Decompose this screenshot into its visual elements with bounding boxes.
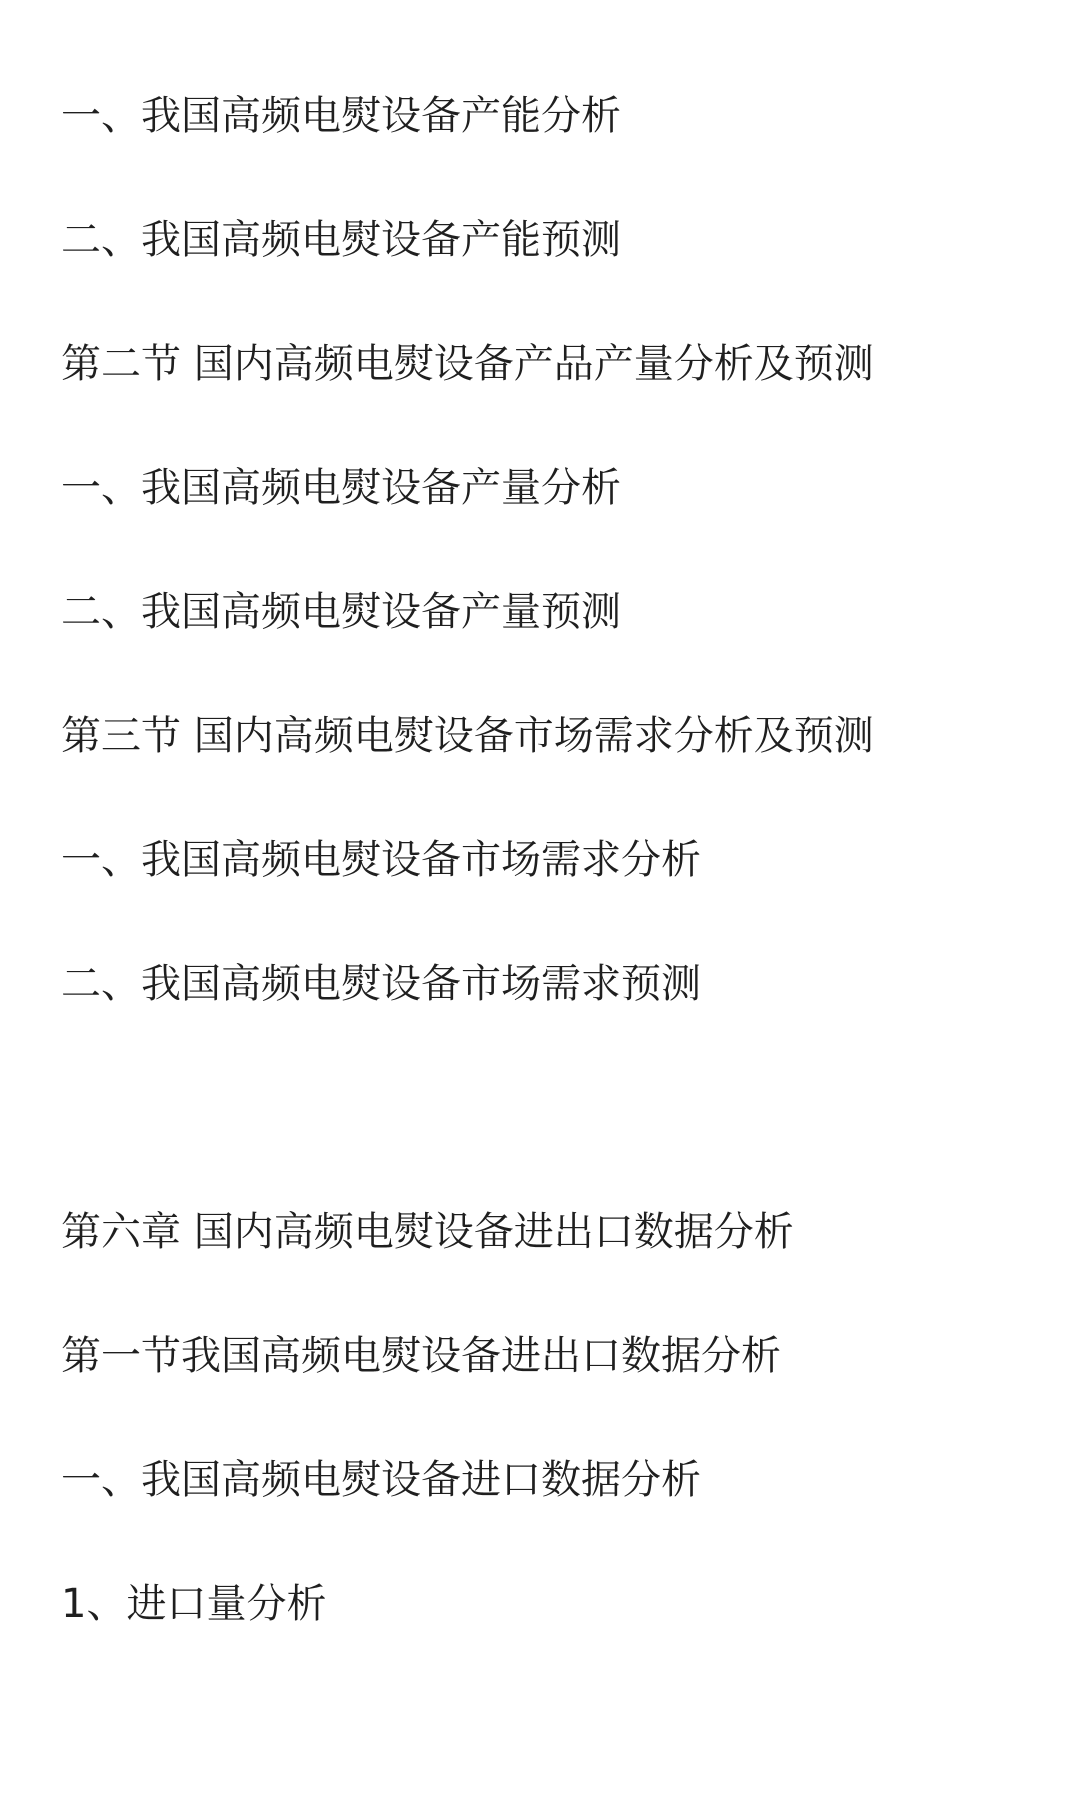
section-heading: 第一节我国高频电熨设备进出口数据分析 [61, 1333, 781, 1379]
text-line: 一、我国高频电熨设备产量分析 [61, 465, 621, 511]
text-line: 二、我国高频电熨设备市场需求预测 [61, 961, 701, 1007]
section-heading: 第三节 国内高频电熨设备市场需求分析及预测 [61, 713, 874, 759]
chapter-heading: 第六章 国内高频电熨设备进出口数据分析 [61, 1209, 794, 1255]
text-line: 一、我国高频电熨设备产能分析 [61, 93, 621, 139]
text-line: 二、我国高频电熨设备产能预测 [61, 217, 621, 263]
text-line: 二、我国高频电熨设备产量预测 [61, 589, 621, 635]
text-line: 1、进口量分析 [61, 1581, 327, 1627]
text-line: 一、我国高频电熨设备市场需求分析 [61, 837, 701, 883]
section-heading: 第二节 国内高频电熨设备产品产量分析及预测 [61, 341, 874, 387]
text-line: 一、我国高频电熨设备进口数据分析 [61, 1457, 701, 1503]
